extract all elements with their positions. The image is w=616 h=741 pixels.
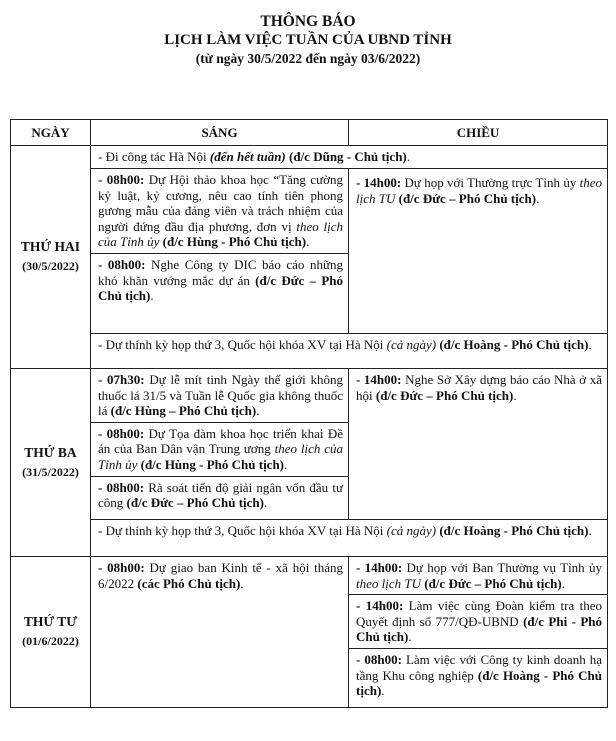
schedule-entry: - 08h00: Nghe Công ty DIC báo cáo những khó khăn vướng mắc dự án (đ/c Đức – Phó Chủ tịch). [91, 253, 348, 307]
day-date: (30/5/2022) [22, 259, 79, 273]
document-header [0, 12, 616, 68]
schedule-entry: - 08h00: Dự Tọa đàm khoa học triển khai Đề án của Ban Dân vận Trung ương theo lịch của Tỉnh ủy (đ/c Hùng - Phó Chủ tịch). [91, 422, 348, 476]
afternoon-cell [349, 369, 608, 520]
day-date: (01/6/2022) [22, 634, 79, 648]
full-entry: - Dự thính kỳ họp thứ 3, Quốc hội khóa XV tại Hà Nội (cả ngày) (đ/c Hoàng - Phó Chủ tịch). [91, 334, 608, 369]
schedule-entry: - 14h00: Dự họp với Thường trực Tỉnh ủy theo lịch TU (đ/c Đức – Phó Chủ tịch). [356, 175, 603, 206]
monday-row-2 [11, 169, 608, 334]
tuesday-row-1 [11, 369, 608, 520]
col-header-day: NGÀY [11, 120, 91, 146]
doc-subtitle: LỊCH LÀM VIỆC TUẦN CỦA UBND TỈNH [164, 32, 452, 48]
afternoon-cell [349, 169, 608, 334]
schedule-entry: - 14h00: Làm việc cùng Đoàn kiểm tra theo Quyết định số 777/QĐ-UBND (đ/c Phi - Phó Chủ tịch). [349, 594, 607, 648]
monday-row-3 [11, 334, 608, 369]
table-header-row [11, 120, 608, 146]
day-name: THỨ BA [24, 444, 77, 460]
schedule-table [10, 119, 608, 708]
morning-cell [91, 169, 349, 334]
afternoon-cell [349, 557, 608, 708]
day-cell-monday [11, 146, 91, 369]
day-date: (31/5/2022) [22, 464, 79, 479]
wednesday-row-1 [11, 557, 608, 708]
doc-title: THÔNG BÁO [260, 13, 356, 30]
day-name: THỨ HAI [20, 239, 81, 255]
day-cell-wednesday [11, 557, 91, 708]
doc-date-range: (từ ngày 30/5/2022 đến ngày 03/6/2022) [195, 51, 421, 66]
day-cell-tuesday [11, 369, 91, 557]
morning-cell [91, 557, 349, 708]
schedule-entry: - 08h00: Rà soát tiến độ giải ngân vốn đầu tư công (đ/c Đức – Phó Chủ tịch). [91, 476, 348, 514]
full-entry: - Đi công tác Hà Nội (đến hết tuần) (đ/c Dũng - Chủ tịch). [91, 146, 608, 169]
day-name: THỨ TƯ [23, 614, 78, 630]
schedule-entry: - 07h30: Dự lễ mít tinh Ngày thế giới không thuốc lá 31/5 và Tuần lễ Quốc gia không thuốc lá (đ/c Hùng – Phó Chủ tịch). [98, 372, 343, 419]
full-entry: - Dự thính kỳ họp thứ 3, Quốc hội khóa XV tại Hà Nội (cả ngày) (đ/c Hoàng - Phó Chủ tịch). [91, 520, 608, 557]
schedule-entry: - 08h00: Dự giao ban Kinh tế - xã hội tháng 6/2022 (các Phó Chủ tịch). [98, 560, 344, 591]
schedule-entry: - 14h00: Nghe Sở Xây dựng báo cáo Nhà ở xã hội (đ/c Đức – Phó Chủ tịch). [356, 372, 602, 403]
schedule-entry: - 08h00: Dự Hội thảo khoa học “Tăng cường kỷ luật, kỷ cương, nêu cao tính tiên phong gương mẫu của đảng viên và trách nhiệm của người đứng đầu địa phương, đơn vị theo lịch của Tỉnh ủy (đ/c Hùng - Phó Chủ tịch). [98, 172, 344, 250]
morning-cell [91, 369, 349, 520]
schedule-entry: - 14h00: Dự họp với Ban Thường vụ Tỉnh ủy theo lịch TU (đ/c Đức – Phó Chủ tịch). [356, 560, 602, 591]
schedule-entry: - 08h00: Làm việc với Công ty kinh doanh hạ tầng Khu công nghiệp (đ/c Hoàng - Phó Chủ tịch). [349, 648, 607, 702]
col-header-afternoon: CHIỀU [349, 120, 608, 146]
col-header-morning: SÁNG [91, 120, 349, 146]
monday-row-1 [11, 146, 608, 169]
tuesday-row-2 [11, 520, 608, 557]
